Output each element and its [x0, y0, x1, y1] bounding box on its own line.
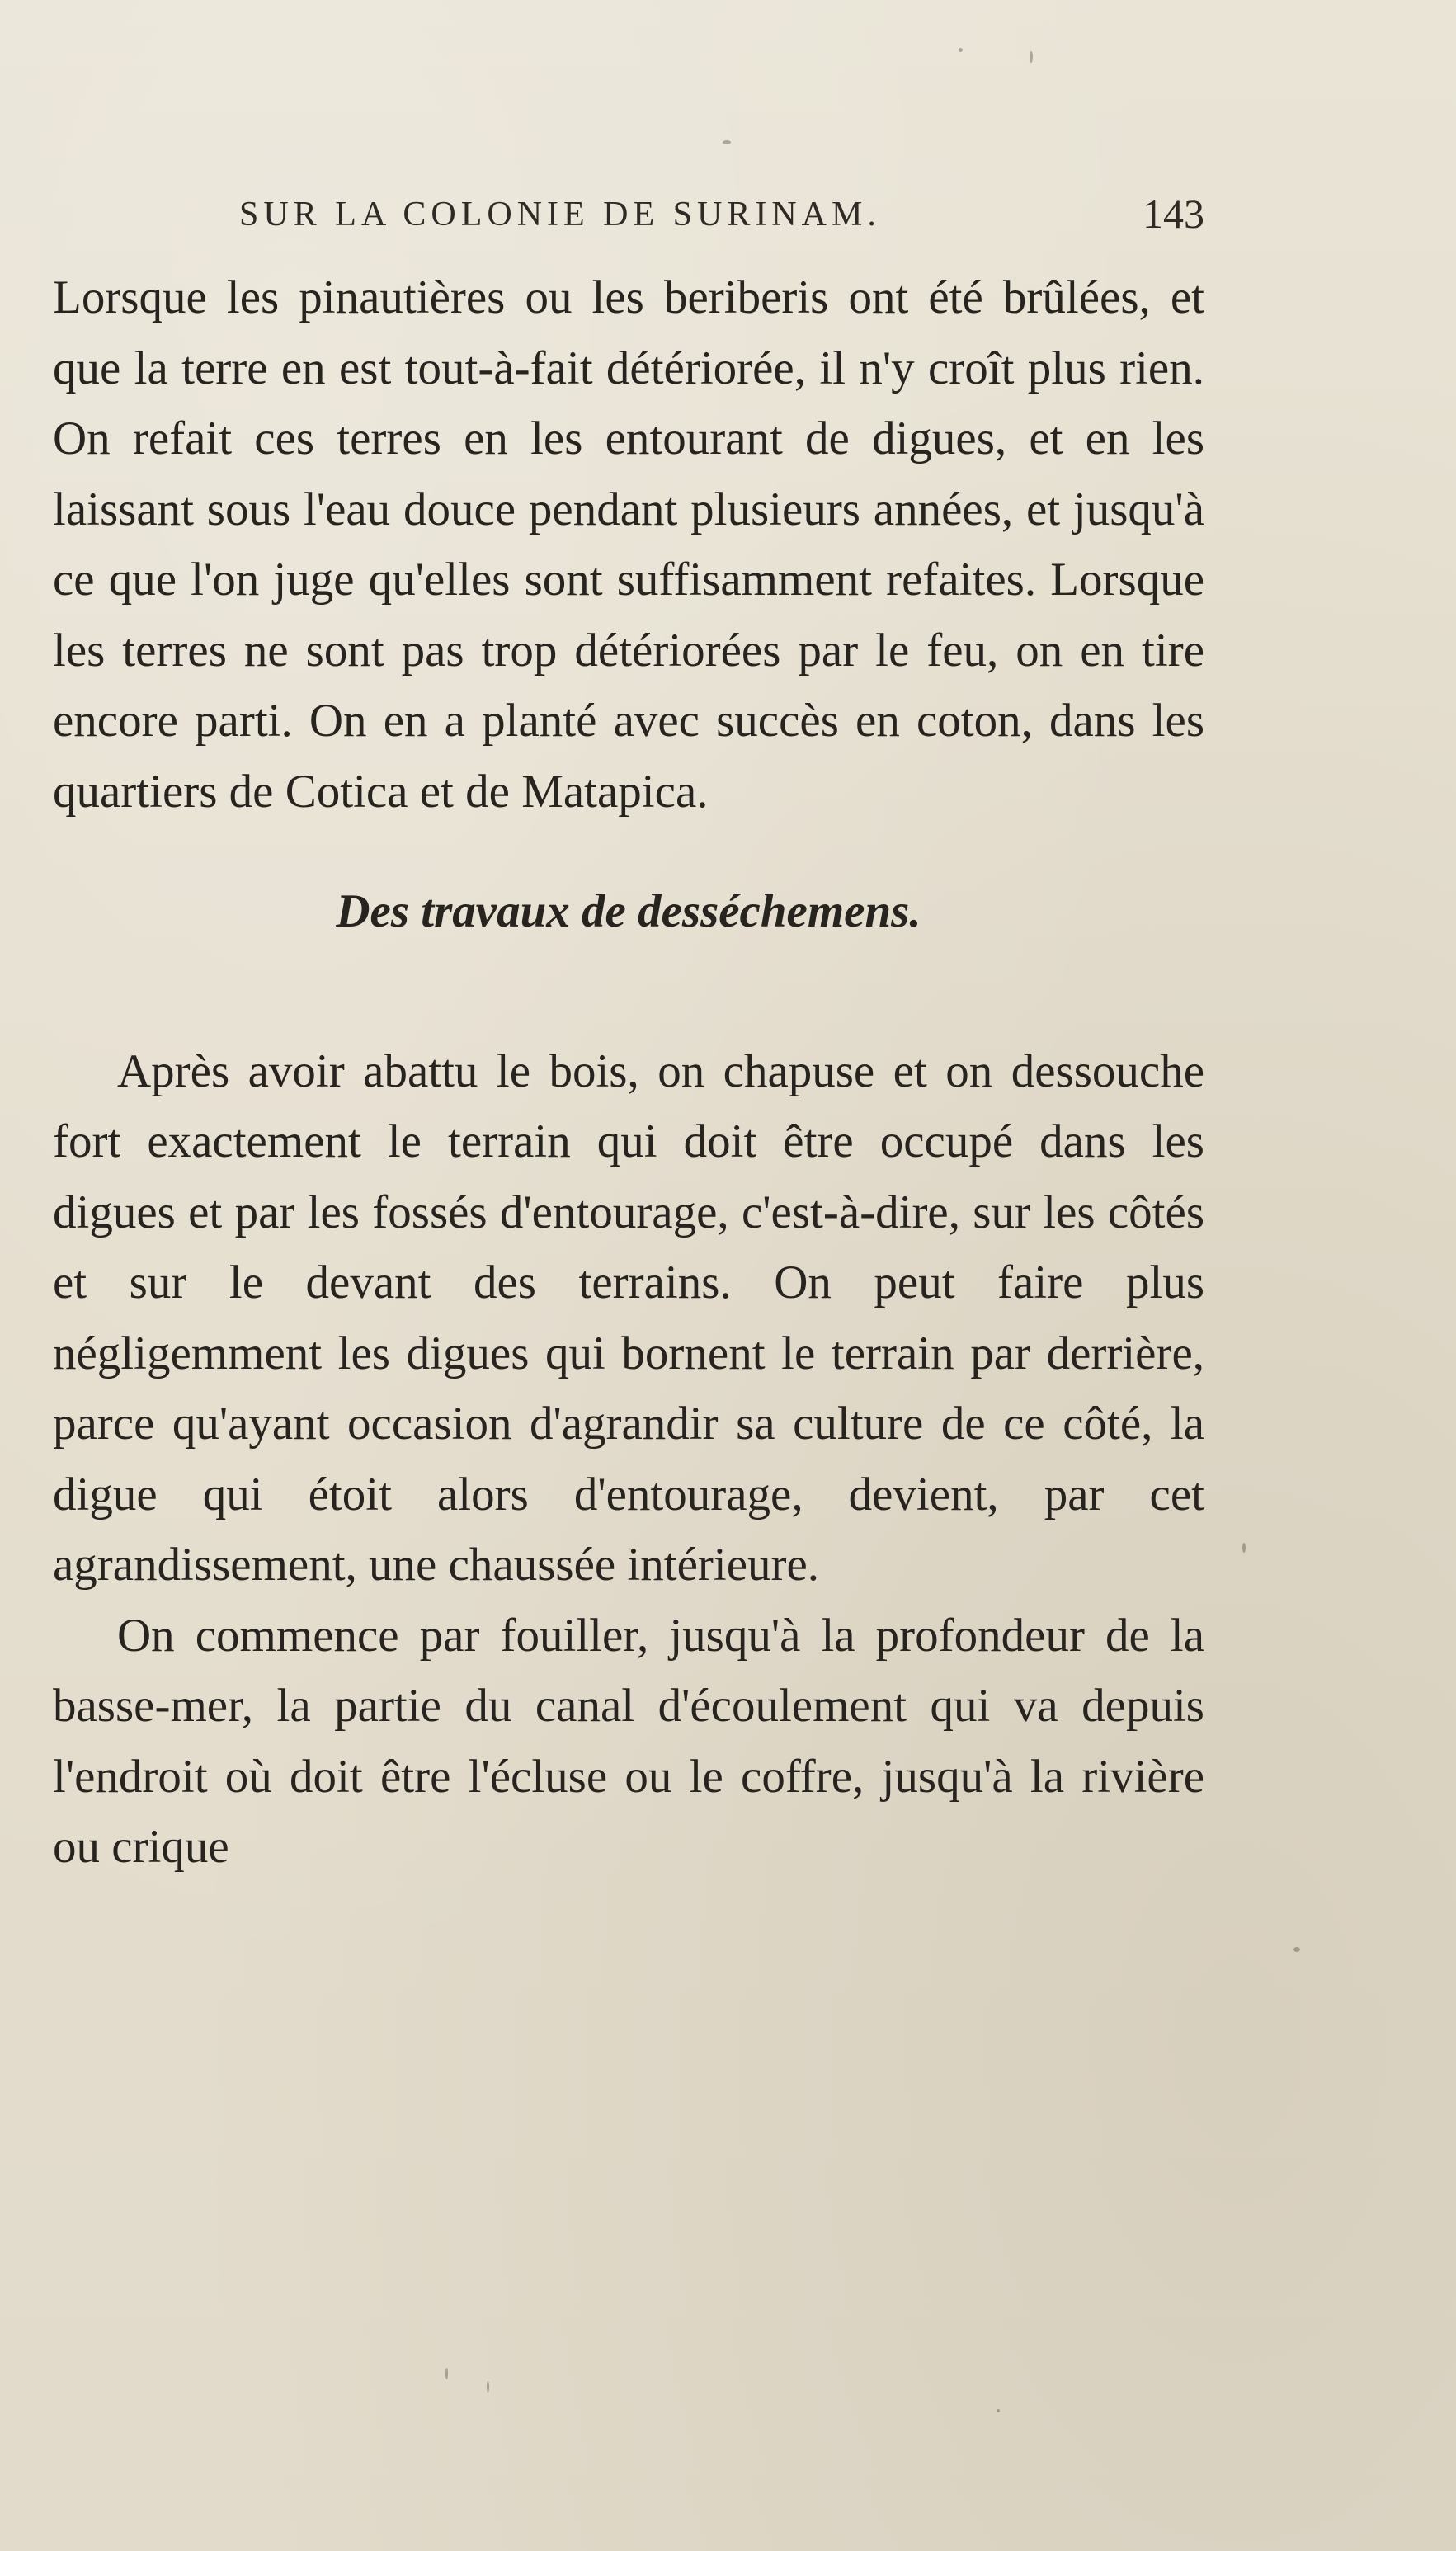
paper-speck — [1293, 1947, 1300, 1952]
paper-speck — [997, 2409, 1000, 2412]
paper-speck — [723, 140, 731, 144]
page-number: 143 — [1143, 191, 1204, 237]
paragraph-soil-restoration: Lorsque les pinautières ou les beriberis ont été brûlées, et que la terre en est tout-à-fait détériorée, il n'y croît plus rien. On refait ces terres en les entourant de digues, et en les laissant sous l'eau douce pendant plusieurs années, et jusqu'à ce que l'on juge qu'elles sont suffisamment refaites. Lorsque les terres ne sont pas trop détériorées par le feu, on en tire encore parti. On en a planté avec succès en coton, dans les quartiers de Cotica et de Matapica. — [53, 271, 1204, 818]
section-heading: Des travaux de desséchemens. — [336, 885, 921, 937]
paragraph-drainage-canal: On commence par fouiller, jusqu'à la profondeur de la basse-mer, la partie du canal d'écoulement qui va depuis l'endroit où doit être l'écluse ou le coffre, jusqu'à la rivière ou crique — [53, 1609, 1204, 1873]
page-body — [53, 262, 1204, 1883]
paper-speck — [959, 48, 963, 52]
paper-speck — [445, 2368, 448, 2379]
paper-speck — [1030, 51, 1033, 63]
paragraph-clearing-land: Après avoir abattu le bois, on chapuse et on dessouche fort exactement le terrain qui doit être occupé dans les digues et par les fossés d'entourage, c'est-à-dire, sur les côtés et sur le devant des terrains. On peut faire plus négligemment les digues qui bornent le terrain par derrière, parce qu'ayant occasion d'agrandir sa culture de ce côté, la digue qui étoit alors d'entourage, devient, par cet agrandissement, une chaussée intérieure. — [53, 1044, 1204, 1591]
paper-speck — [487, 2381, 489, 2393]
page-header — [239, 191, 1204, 244]
paper-speck — [1242, 1543, 1246, 1553]
running-title: SUR LA COLONIE DE SURINAM. — [239, 196, 881, 233]
